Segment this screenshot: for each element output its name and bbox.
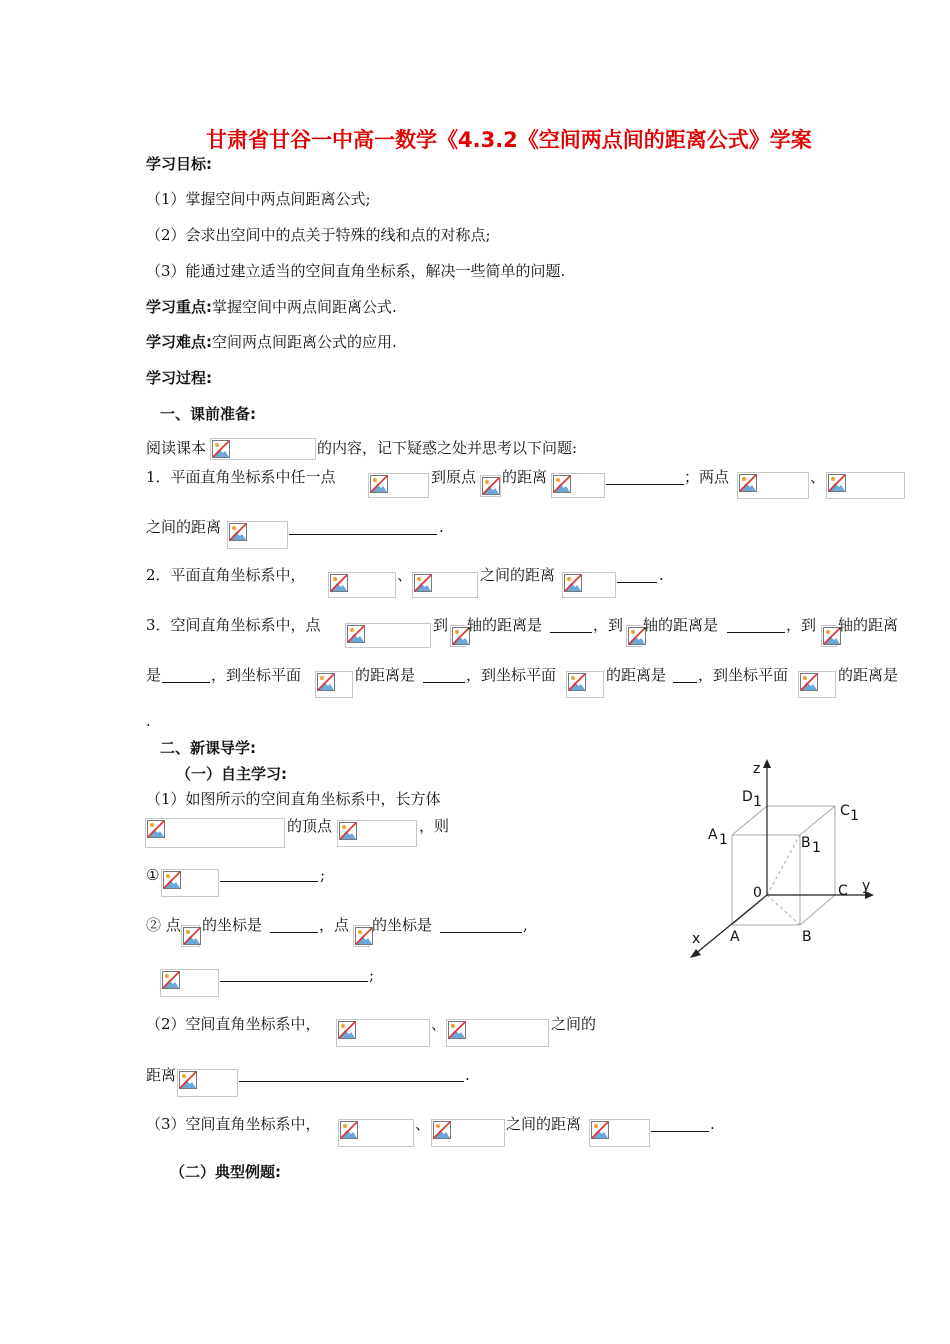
formula-image [315, 671, 353, 698]
answer-blank[interactable] [220, 981, 368, 982]
q1-text: 之间的距离 [146, 518, 222, 536]
label-y: y [862, 878, 871, 894]
q1-text: 到原点 [431, 468, 477, 486]
q3-text: ，到 [786, 616, 817, 634]
objectives-heading: 学习目标: [146, 155, 212, 173]
formula-image [160, 969, 219, 997]
objective-item: （2）会求出空间中的点关于特殊的线和点的对称点; [146, 226, 491, 244]
image-placeholder-icon [739, 474, 757, 492]
q3-text: 的距离是 [355, 666, 416, 684]
label-A: A [730, 929, 740, 945]
q3-text: 3．空间直角坐标系中，点 [146, 616, 321, 634]
formula-image [338, 1119, 414, 1147]
label-A1: A [708, 827, 718, 843]
difficulty [146, 333, 397, 351]
process-heading: 学习过程: [146, 369, 212, 387]
q2-text: . [659, 566, 664, 584]
q3-text: ，到坐标平面 [211, 666, 302, 684]
formula-image [412, 572, 478, 598]
subsection-heading: （一）自主学习: [176, 765, 287, 783]
q1-text: . [439, 518, 444, 536]
circ2-text: ② 点 [146, 916, 181, 934]
formula-image [227, 521, 288, 549]
answer-blank[interactable] [270, 932, 318, 933]
key-point-text: 掌握空间中两点间距离公式. [212, 298, 397, 316]
label-origin: 0 [753, 885, 762, 901]
label-z: z [753, 761, 761, 777]
q1-text: 、 [810, 468, 826, 486]
p3-text: . [710, 1115, 715, 1133]
label-D1-sub: 1 [753, 794, 762, 810]
label-D1: D [742, 789, 753, 805]
q1-text: ；两点 [684, 468, 730, 486]
circ2-text: 的坐标是 [202, 916, 263, 934]
q2-text: 2．平面直角坐标系中， [146, 566, 306, 584]
formula-image [161, 869, 219, 897]
image-placeholder-icon [482, 477, 500, 495]
q1-text: 的距离 [502, 468, 548, 486]
answer-blank[interactable] [423, 682, 465, 683]
answer-blank[interactable] [727, 632, 785, 633]
image-placeholder-icon [564, 574, 582, 592]
q3-text: 是 [146, 666, 162, 684]
formula-image [431, 1119, 505, 1147]
label-x: x [692, 931, 701, 947]
p2b-text: 距离 [146, 1066, 177, 1084]
difficulty-label: 学习难点: [146, 333, 212, 351]
label-C1: C [840, 803, 850, 819]
q3-text: . [146, 712, 151, 730]
q3-text: 到 [433, 616, 449, 634]
formula-image [336, 1019, 430, 1047]
q3-text: 轴的距离 [838, 616, 899, 634]
formula-image [337, 820, 417, 847]
q3-text: 的距离是 [838, 666, 899, 684]
formula-image [177, 1069, 238, 1097]
difficulty-text: 空间两点间距离公式的应用. [212, 333, 397, 351]
image-placeholder-icon [800, 673, 818, 691]
formula-image [145, 818, 285, 848]
answer-blank[interactable] [651, 1131, 709, 1132]
image-placeholder-icon [317, 673, 335, 691]
p3-text: 之间的距离 [506, 1115, 582, 1133]
formula-image [345, 623, 431, 648]
cuboid-figure [680, 755, 890, 965]
label-B: B [802, 929, 812, 945]
intro-text: 的内容，记下疑惑之处并思考以下问题: [317, 439, 578, 457]
q2-text: 、 [397, 566, 413, 584]
page-title: 甘肃省甘谷一中高一数学《4.3.2《空间两点间的距离公式》学案 [206, 128, 812, 152]
formula-image [181, 925, 200, 947]
label-B1-sub: 1 [812, 840, 821, 856]
image-placeholder-icon [183, 927, 201, 945]
answer-blank[interactable] [239, 1081, 464, 1082]
answer-blank[interactable] [550, 632, 592, 633]
image-placeholder-icon [330, 574, 348, 592]
circ3-text: ; [369, 966, 375, 984]
formula-image [368, 473, 429, 498]
p2b-text: . [465, 1066, 470, 1084]
answer-blank[interactable] [440, 932, 522, 933]
image-placeholder-icon [147, 820, 165, 838]
circ2-text: ，点 [319, 916, 350, 934]
q3-text: 轴的距离是 [643, 616, 719, 634]
label-C1-sub: 1 [850, 808, 859, 824]
image-placeholder-icon [828, 474, 846, 492]
answer-blank[interactable] [289, 534, 437, 535]
p3-text: （3）空间直角坐标系中， [146, 1115, 321, 1133]
image-placeholder-icon [179, 1071, 197, 1089]
formula-image [450, 625, 466, 647]
answer-blank[interactable] [606, 484, 684, 485]
image-placeholder-icon [568, 673, 586, 691]
image-placeholder-icon [414, 574, 432, 592]
section2-heading: 二、新课导学: [160, 739, 256, 757]
label-C: C [838, 883, 848, 899]
answer-blank[interactable] [673, 682, 697, 683]
intro-text: 阅读课本 [146, 439, 207, 457]
q1-text: 1．平面直角坐标系中任一点 [146, 468, 336, 486]
formula-image [826, 472, 905, 499]
formula-image [566, 671, 604, 698]
objective-item: （1）掌握空间中两点间距离公式; [146, 190, 371, 208]
formula-image [353, 925, 370, 947]
image-placeholder-icon [339, 822, 357, 840]
p1-text: 的顶点 [287, 817, 333, 835]
section1-heading: 一、课前准备: [160, 405, 256, 423]
circ2-text: 的坐标是 [372, 916, 433, 934]
q3-text: ，到 [593, 616, 624, 634]
image-placeholder-icon [163, 871, 181, 889]
image-placeholder-icon [229, 523, 247, 541]
answer-blank[interactable] [162, 682, 210, 683]
formula-image [589, 1119, 650, 1147]
image-placeholder-icon [212, 440, 230, 458]
answer-blank[interactable] [220, 881, 318, 882]
formula-image [562, 572, 616, 598]
formula-image [551, 473, 605, 498]
q3-text: 轴的距离是 [467, 616, 543, 634]
image-placeholder-icon [347, 625, 365, 643]
objective-item: （3）能通过建立适当的空间直角坐标系，解决一些简单的问题. [146, 262, 566, 280]
p3-text: 、 [415, 1115, 431, 1133]
formula-image [821, 625, 837, 647]
p2-text: （2）空间直角坐标系中， [146, 1015, 321, 1033]
label-B1: B [801, 835, 811, 851]
image-placeholder-icon [448, 1021, 466, 1039]
subsection-heading: （二）典型例题: [170, 1163, 281, 1181]
circ2-text: , [523, 916, 528, 934]
p1-text: ，则 [419, 817, 450, 835]
key-point-label: 学习重点: [146, 298, 212, 316]
formula-image [737, 472, 809, 499]
p2-text: 、 [431, 1015, 447, 1033]
answer-blank[interactable] [617, 582, 657, 583]
circ1-text: ① [146, 866, 160, 884]
p1-text: （1）如图所示的空间直角坐标系中，长方体 [146, 790, 441, 808]
formula-image [480, 475, 501, 497]
image-placeholder-icon [355, 927, 373, 945]
image-placeholder-icon [162, 971, 180, 989]
label-A1-sub: 1 [719, 832, 728, 848]
key-point [146, 298, 397, 316]
image-placeholder-icon [340, 1121, 358, 1139]
circ1-text: ; [320, 866, 326, 884]
q2-text: 之间的距离 [480, 566, 556, 584]
image-placeholder-icon [553, 475, 571, 493]
q3-text: ，到坐标平面 [466, 666, 557, 684]
image-placeholder-icon [370, 475, 388, 493]
formula-image [798, 671, 836, 698]
image-placeholder-icon [433, 1121, 451, 1139]
formula-image [328, 572, 396, 598]
image-placeholder-icon [591, 1121, 609, 1139]
q3-text: ，到坐标平面 [698, 666, 789, 684]
p2-text: 之间的 [551, 1015, 597, 1033]
image-placeholder-icon [338, 1021, 356, 1039]
z-arrow [763, 759, 771, 768]
formula-image [446, 1019, 549, 1047]
formula-image [626, 625, 642, 647]
q3-text: 的距离是 [606, 666, 667, 684]
formula-image [210, 438, 316, 460]
